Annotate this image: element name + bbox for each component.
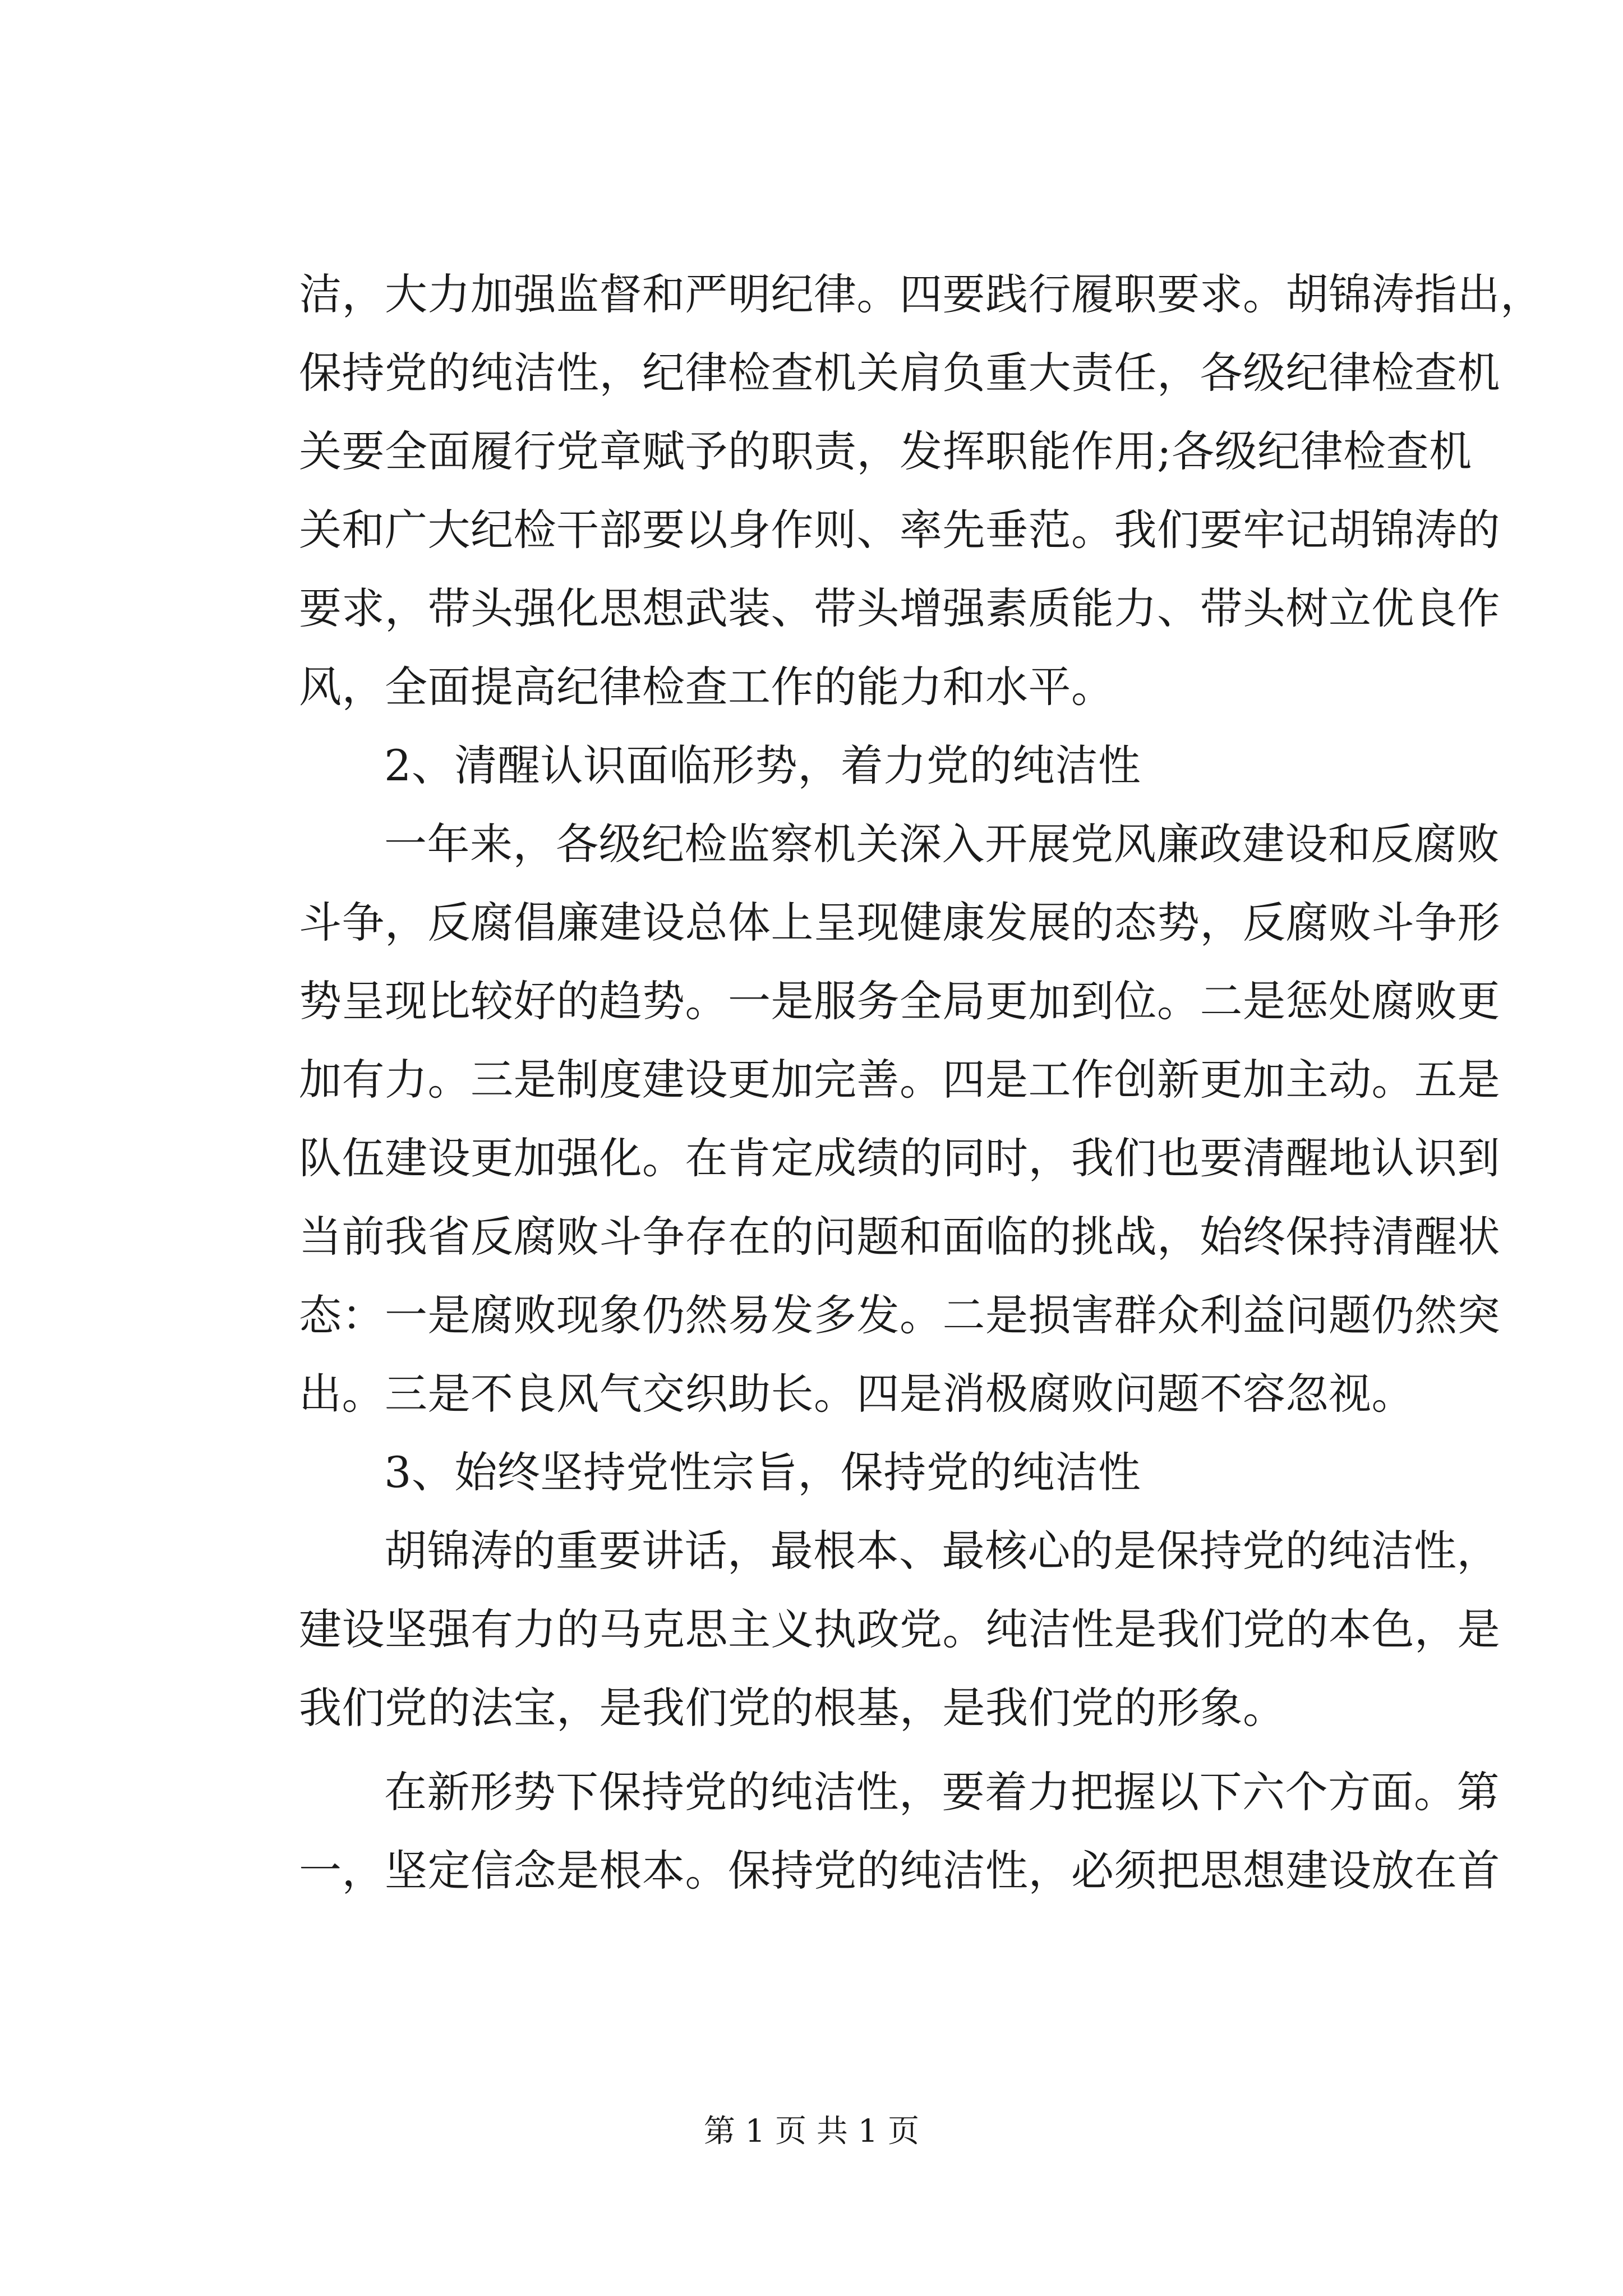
section-heading: 3、始终坚持党性宗旨，保持党的纯洁性 — [384, 1447, 1141, 1497]
text-line: 要求，带头强化思想武装、带头增强素质能力、带头树立优良作 — [299, 583, 1500, 633]
page-footer — [0, 2109, 1623, 2154]
text-line: 出。三是不良风气交织助长。四是消极腐败问题不容忽视。 — [299, 1369, 1414, 1419]
text-line: 一，坚定信念是根本。保持党的纯洁性，必须把思想建设放在首 — [299, 1846, 1500, 1895]
text-line: 洁，大力加强监督和严明纪律。四要践行履职要求。胡锦涛指出， — [299, 269, 1543, 319]
text-line: 关要全面履行党章赋予的职责，发挥职能作用;各级纪律检查机 — [299, 426, 1472, 476]
text-line: 保持党的纯洁性，纪律检查机关肩负重大责任，各级纪律检查机 — [299, 348, 1500, 398]
text-line: 态：一是腐败现象仍然易发多发。二是损害群众利益问题仍然突 — [299, 1290, 1500, 1340]
text-line: 关和广大纪检干部要以身作则、率先垂范。我们要牢记胡锦涛的 — [299, 505, 1500, 555]
text-line: 势呈现比较好的趋势。一是服务全局更加到位。二是惩处腐败更 — [299, 976, 1500, 1026]
text-line: 当前我省反腐败斗争存在的问题和面临的挑战，始终保持清醒状 — [299, 1212, 1500, 1262]
text-line: 斗争，反腐倡廉建设总体上呈现健康发展的态势，反腐败斗争形 — [299, 898, 1500, 947]
text-line: 建设坚强有力的马克思主义执政党。纯洁性是我们党的本色，是 — [299, 1604, 1500, 1654]
text-line: 风，全面提高纪律检查工作的能力和水平。 — [299, 662, 1114, 712]
text-line: 队伍建设更加强化。在肯定成绩的同时，我们也要清醒地认识到 — [299, 1133, 1500, 1183]
text-line: 胡锦涛的重要讲话，最根本、最核心的是保持党的纯洁性， — [384, 1526, 1500, 1576]
text-line: 一年来，各级纪检监察机关深入开展党风廉政建设和反腐败 — [384, 819, 1500, 869]
section-heading: 2、清醒认识面临形势，着力党的纯洁性 — [384, 740, 1141, 790]
text-line: 加有力。三是制度建设更加完善。四是工作创新更加主动。五是 — [299, 1055, 1500, 1105]
page-number-label: 第 1 页 共 1 页 — [703, 2113, 920, 2150]
text-line: 在新形势下保持党的纯洁性，要着力把握以下六个方面。第 — [384, 1767, 1500, 1817]
text-line: 我们党的法宝，是我们党的根基，是我们党的形象。 — [299, 1683, 1286, 1733]
